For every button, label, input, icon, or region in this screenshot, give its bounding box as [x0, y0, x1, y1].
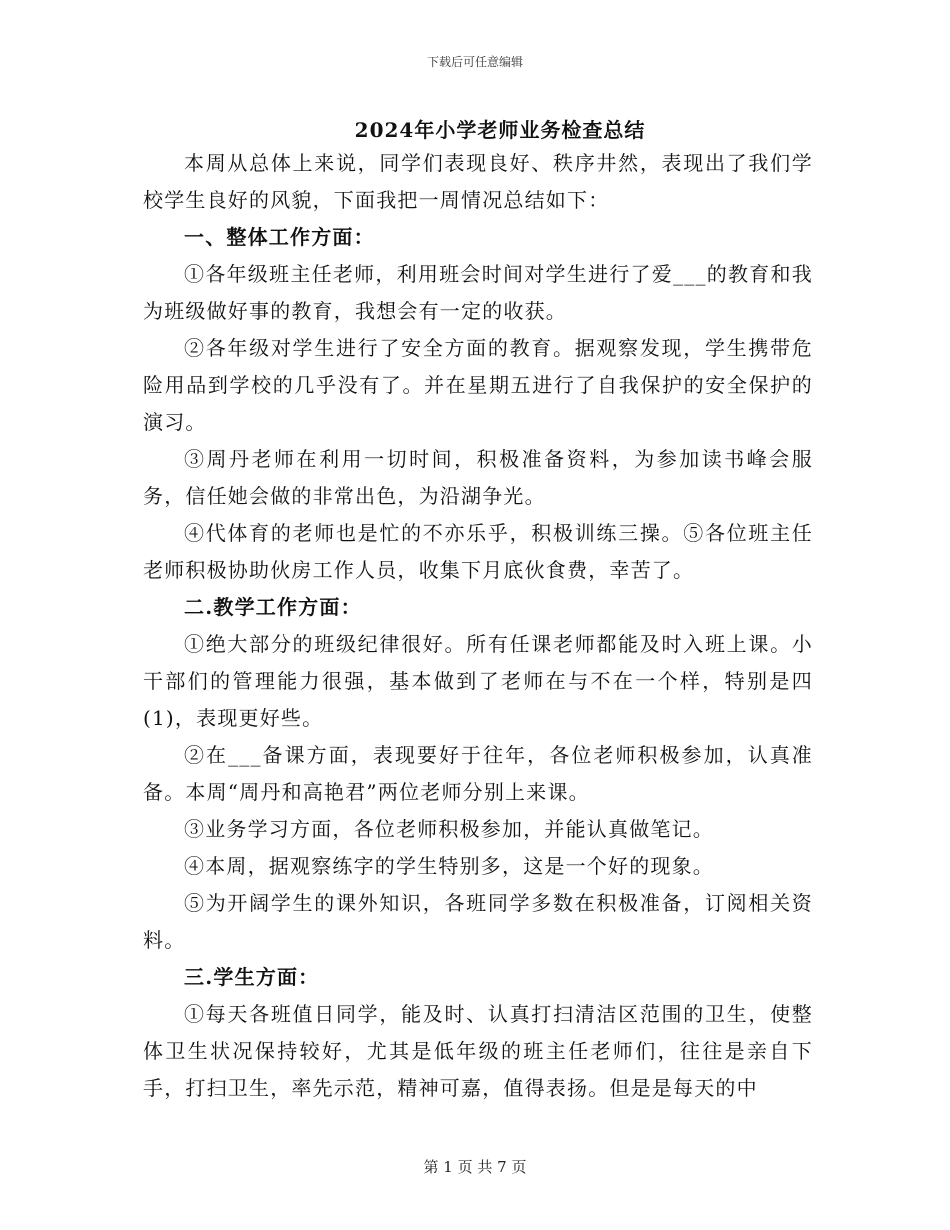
paragraph: ①绝大部分的班级纪律很好。所有任课老师都能及时入班上课。小干部们的管理能力很强，基本做到了老师在与不在一个样，特别是四(1)，表现更好些。	[143, 632, 813, 730]
paragraph: ②在___备课方面，表现要好于往年，各位老师积极参加，认真准备。本周“周丹和高艳君”两位老师分别上来课。	[143, 743, 813, 804]
paragraph: ④本周，据观察练字的学生特别多，这是一个好的现象。	[184, 854, 714, 878]
paragraph: ②各年级对学生进行了安全方面的教育。据观察发现，学生携带危险用品到学校的几乎没有了。并在星期五进行了自我保护的安全保护的演习。	[143, 336, 813, 434]
paragraph: ③周丹老师在利用一切时间，积极准备资料，为参加读书峰会服务，信任她会做的非常出色，为沿湖争光。	[143, 447, 813, 508]
paragraph: ⑤为开阔学生的课外知识，各班同学多数在积极准备，订阅相关资料。	[143, 891, 813, 952]
paragraph: ①各年级班主任老师，利用班会时间对学生进行了爱___的教育和我为班级做好事的教育，我想会有一定的收获。	[143, 262, 813, 323]
section-heading-students: 三.学生方面：	[184, 965, 320, 989]
paragraph-intro: 本周从总体上来说，同学们表现良好、秩序井然，表现出了我们学校学生良好的风貌，下面我把一周情况总结如下：	[143, 151, 813, 212]
page-number: 第 1 页 共 7 页	[423, 1158, 527, 1176]
section-heading-teaching-work: 二.教学工作方面：	[184, 595, 362, 619]
section-heading-overall-work: 一、整体工作方面：	[184, 225, 375, 249]
download-note: 下载后可任意编辑	[426, 55, 523, 69]
paragraph: ①每天各班值日同学，能及时、认真打扫清洁区范围的卫生，使整体卫生状况保持较好，尤其是低年级的班主任老师们，往往是亲自下手，打扫卫生，率先示范，精神可嘉，值得表扬。但是是每天的中	[143, 1002, 813, 1100]
paragraph: ③业务学习方面，各位老师积极参加，并能认真做笔记。	[184, 817, 714, 841]
document-body	[143, 145, 813, 1107]
document-title: 2024年小学老师业务检查总结	[354, 118, 646, 142]
paragraph: ④代体育的老师也是忙的不亦乐乎，积极训练三操。⑤各位班主任老师积极协助伙房工作人员，收集下月底伙食费，幸苦了。	[143, 521, 813, 582]
